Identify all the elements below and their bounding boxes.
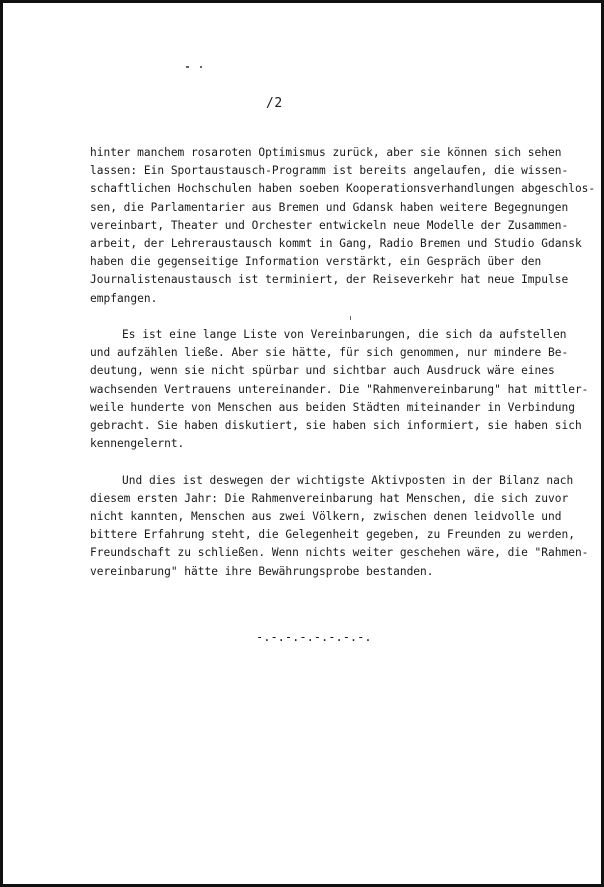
text-line: lassen: Ein Sportaustausch-Programm ist bereits angelaufen, die wissen- — [90, 164, 569, 178]
paragraph-3 — [90, 472, 589, 581]
text-line: vereinbarung" hätte ihre Bewährungsprobe bestanden. — [90, 564, 434, 578]
text-line: nicht kannten, Menschen aus zwei Völkern, zwischen denen leidvolle und — [90, 510, 562, 524]
text-line: bittere Erfahrung steht, die Gelegenheit gegeben, zu Freunden zu werden, — [90, 528, 575, 542]
text-line: diesem ersten Jahr: Die Rahmenvereinbarung hat Menschen, die sich zuvor — [90, 491, 569, 505]
text-line: Freundschaft zu schließen. Wenn nichts weiter geschehen wäre, die "Rahmen- — [90, 546, 589, 560]
text-line: weile hunderte von Menschen aus beiden Städten miteinander in Verbindung — [90, 400, 575, 414]
text-line: empfangen. — [90, 291, 158, 305]
text-line: arbeit, der Lehreraustausch kommt in Gang, Radio Bremen und Studio Gdansk — [90, 237, 582, 251]
section-end-divider: -.-.-.-.-.-.-.-. — [256, 630, 372, 644]
text-line: deutung, wenn sie nicht spürbar und sichtbar auch Ausdruck wäre eines — [90, 364, 555, 378]
paragraph-2 — [90, 326, 589, 453]
text-line: vereinbart, Theater und Orchester entwickeln neue Modelle der Zusammen- — [90, 218, 569, 232]
page-number: /2 — [266, 96, 283, 111]
scan-speck — [186, 66, 189, 68]
page-border-top — [0, 0, 604, 3]
text-line: sen, die Parlamentarier aus Bremen und Gdansk haben weitere Begegnungen — [90, 200, 569, 214]
text-line: Journalistenaustausch ist terminiert, der Reiseverkehr hat neue Impulse — [90, 273, 569, 287]
text-line: kennengelernt. — [90, 437, 185, 451]
page-border-left — [0, 0, 3, 887]
text-line: Es ist eine lange Liste von Vereinbarungen, die sich da aufstellen — [122, 328, 567, 342]
text-line: gebracht. Sie haben diskutiert, sie haben sich informiert, sie haben sich — [90, 419, 582, 433]
text-line: schaftlichen Hochschulen haben soeben Kooperationsverhandlungen abgeschlos- — [90, 182, 596, 196]
text-line: und aufzählen ließe. Aber sie hätte, für sich genommen, nur mindere Be- — [90, 346, 569, 360]
text-line: wachsenden Vertrauens untereinander. Die "Rahmenvereinbarung" hat mittler- — [90, 382, 589, 396]
text-line: hinter manchem rosaroten Optimismus zurück, aber sie können sich sehen — [90, 146, 562, 159]
text-line: Und dies ist deswegen der wichtigste Aktivposten in der Bilanz nach — [122, 473, 574, 487]
paragraph-1 — [90, 144, 596, 308]
document-body — [90, 144, 596, 581]
scan-speck — [200, 66, 202, 68]
text-line: haben die gegenseitige Information verstärkt, ein Gespräch über den — [90, 255, 542, 269]
